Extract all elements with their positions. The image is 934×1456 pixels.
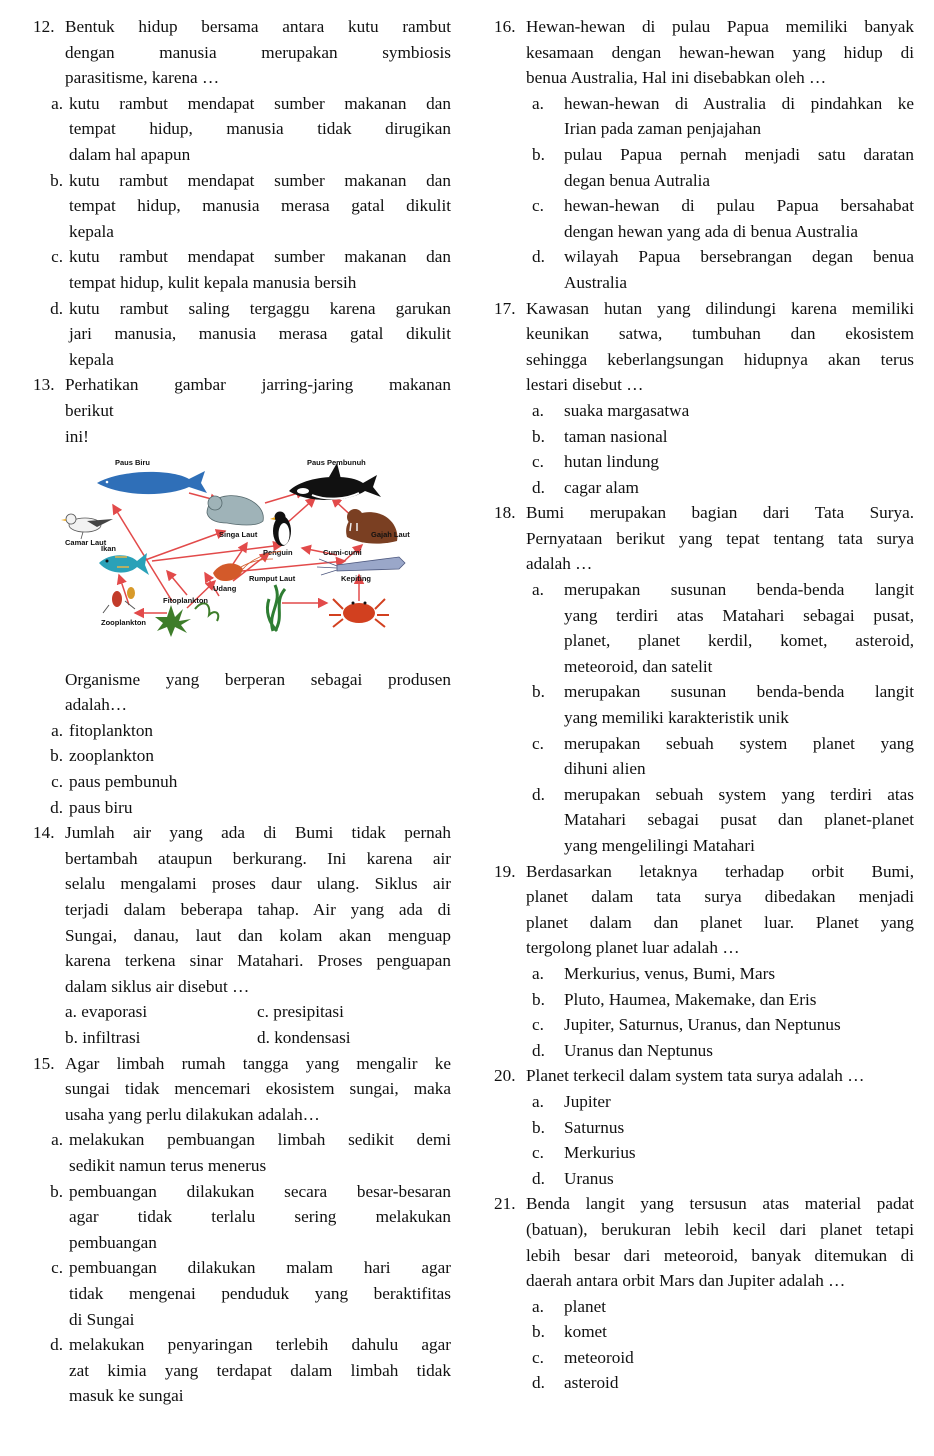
option-text-line: tidak mengenai penduduk yang beraktifitas (69, 1283, 451, 1303)
option-text-line: pembuangan dilakukan malam hari agar (69, 1258, 451, 1278)
option-text-line: merupakan sebuah system yang terdiri atas (564, 784, 914, 804)
option-d[interactable] (33, 1332, 451, 1409)
question-text-line: Hewan-hewan di pulau Papua memiliki banyak (526, 17, 914, 36)
option-letter: b. (532, 1117, 545, 1137)
seaweed-icon (267, 585, 285, 631)
question-15 (33, 1051, 451, 1077)
question-text-line: planet dalam tata surya dibedakan menjadi (526, 887, 914, 907)
option-d[interactable] (33, 296, 451, 373)
question-text-line: Kawasan hutan yang dilindungi karena memiliki (526, 298, 914, 318)
phytoplankton-icon (155, 603, 218, 637)
option-text-line: degan benua Autralia (564, 170, 711, 190)
option-text-line: kutu rambut mendapat sumber makanan dan (69, 93, 451, 113)
option-letter: a. (532, 1091, 544, 1111)
option-letter: a. (532, 580, 544, 600)
option-a[interactable] (33, 1127, 451, 1178)
option-letter: a. (532, 93, 544, 113)
option-text-line: kutu rambut mendapat sumber makanan dan (69, 170, 451, 190)
option-text-line: zat kimia yang terdapat dalam limbah tidak (69, 1360, 451, 1380)
option-text-line: dalam hal apapun (69, 144, 191, 164)
option-letter: c. (532, 1347, 544, 1367)
option-text: komet (564, 1322, 607, 1342)
question-number: 19. (494, 861, 516, 881)
option-text-line: pembuangan (69, 1232, 157, 1252)
question-18 (494, 500, 914, 577)
option-text: paus biru (69, 797, 133, 817)
option-b[interactable] (65, 1025, 257, 1051)
option-text: Saturnus (564, 1117, 625, 1137)
option-text-line: masuk ke sungai (69, 1386, 184, 1406)
option-text-line: kutu rambut mendapat sumber makanan dan (69, 247, 451, 267)
option-letter: b. (532, 144, 545, 164)
option-text-line: di Sungai (69, 1309, 135, 1329)
option-d[interactable] (494, 1370, 914, 1396)
option-d[interactable] (494, 244, 914, 295)
option-letter: a. (532, 1296, 544, 1316)
question-text-line: selalu mengalami proses daur ulang. Siklus air (65, 874, 451, 894)
option-text-line: sedikit namun terus menerus (69, 1155, 267, 1175)
question-text-line: planet dalam dan planet luar. Planet yang (526, 912, 914, 932)
question-text-line: lebih besar dari meteoroid, banyak ditemukan di (526, 1245, 914, 1265)
question-20 (494, 1063, 914, 1089)
question-text-line: Bentuk hidup bersama antara kutu rambut (65, 17, 451, 36)
option-c[interactable] (33, 769, 451, 795)
label-singa-laut: Singa Laut (219, 530, 258, 540)
option-c[interactable] (257, 999, 344, 1025)
question-text-line: lestari disebut … (526, 375, 644, 395)
option-text: Jupiter (564, 1091, 611, 1111)
label-zooplankton: Zooplankton (101, 618, 146, 628)
option-text-line: yang memiliki karakteristik unik (564, 708, 789, 728)
question-14-options-row (33, 999, 451, 1025)
option-text-line: tempat hidup, manusia tidak dirugikan (69, 119, 451, 139)
arrow-ikan-to-camar (167, 571, 187, 595)
question-text-line: adalah … (526, 554, 593, 574)
question-number: 18. (494, 503, 516, 523)
option-a[interactable] (494, 577, 914, 679)
option-text-line: merupakan sebuah system planet yang (564, 733, 914, 753)
option-b[interactable] (33, 168, 451, 245)
option-letter: b. (532, 1322, 545, 1342)
question-text-line: bertambah ataupun berkurang. Ini karena air (65, 848, 451, 868)
option-letter: c. (257, 1002, 269, 1022)
question-text-line: benua Australia, Hal ini disebabkan oleh … (526, 68, 827, 88)
label-paus-biru: Paus Biru (115, 458, 151, 468)
option-c[interactable] (494, 193, 914, 244)
penguin-icon (270, 512, 291, 547)
option-d[interactable] (494, 782, 914, 859)
question-14 (33, 820, 451, 846)
question-text-line: Jumlah air yang ada di Bumi tidak pernah (65, 823, 451, 843)
squid-icon (317, 557, 405, 575)
option-d[interactable] (494, 1038, 914, 1064)
option-letter: b. (65, 1028, 78, 1047)
option-text-line: kepala (69, 349, 114, 369)
label-gajah-laut: Gajah Laut (371, 530, 410, 540)
arrow-ikan-to-singa-laut (137, 531, 225, 563)
label-penguin: Penguin (263, 548, 293, 558)
label-rumput-laut: Rumput Laut (249, 574, 296, 584)
question-text-line: ini! (65, 426, 89, 446)
option-text: Merkurius (564, 1143, 636, 1163)
option-text: taman nasional (564, 426, 668, 446)
option-a[interactable] (494, 961, 914, 987)
option-letter: d. (532, 1168, 545, 1188)
question-text-line: Pernyataan berikut yang tepat tentang tata surya (526, 528, 914, 548)
option-b[interactable] (494, 1319, 914, 1345)
option-text: fitoplankton (69, 720, 154, 740)
question-text-line: dalam siklus air disebut … (65, 976, 250, 996)
option-letter: d. (50, 797, 63, 817)
question-number: 17. (494, 298, 516, 318)
question-number: 21. (494, 1194, 516, 1214)
question-number: 14. (33, 823, 55, 843)
option-letter: b. (50, 1181, 63, 1201)
right-column (494, 14, 914, 1396)
option-text-line: agar tidak terlalu sering melakukan (69, 1207, 451, 1227)
option-letter: d. (50, 1335, 63, 1355)
option-letter: c. (532, 196, 544, 216)
option-text: paus pembunuh (69, 772, 178, 792)
option-a[interactable] (494, 398, 914, 424)
sea-lion-icon (207, 496, 263, 525)
option-letter: d. (532, 1373, 545, 1393)
option-text: cagar alam (564, 477, 639, 497)
question-number: 16. (494, 17, 516, 36)
question-text-line: berikut (65, 400, 114, 420)
question-text-line: sungai tidak mencemari ekosistem sungai, maka (65, 1079, 451, 1099)
option-a[interactable] (494, 91, 914, 142)
option-letter: d. (532, 1040, 545, 1060)
option-c[interactable] (494, 1345, 914, 1371)
option-text: Uranus (564, 1168, 614, 1188)
question-text-line: Berdasarkan letaknya terhadap orbit Bumi, (526, 861, 914, 881)
option-a[interactable] (33, 718, 451, 744)
option-text: planet (564, 1296, 606, 1316)
question-text-line: Planet terkecil dalam system tata surya adalah … (526, 1066, 865, 1086)
option-text: meteoroid (564, 1347, 634, 1367)
option-text-line: kutu rambut saling tergaggu karena garukan (69, 298, 451, 318)
option-c[interactable] (494, 731, 914, 782)
label-udang: Udang (213, 584, 237, 594)
option-b[interactable] (494, 987, 914, 1013)
zooplankton-icon (103, 587, 135, 613)
question-number: 20. (494, 1066, 516, 1086)
question-number: 12. (33, 17, 55, 36)
question-text-line: Bumi merupakan bagian dari Tata Surya. (526, 503, 914, 523)
option-letter: d. (257, 1028, 270, 1047)
option-text-line: yang mengelilingi Matahari (564, 836, 755, 855)
question-text-line: karena terkena sinar Matahari. Proses penguapan (65, 951, 451, 971)
option-letter: c. (532, 452, 544, 472)
question-text-line: daerah antara orbit Mars dan Jupiter adalah … (526, 1271, 846, 1291)
option-b[interactable] (494, 679, 914, 730)
question-13 (33, 372, 451, 449)
question-text-line: adalah… (65, 695, 128, 715)
option-text: zooplankton (69, 746, 154, 766)
option-a[interactable] (33, 91, 451, 168)
blue-whale-icon (97, 471, 207, 494)
option-c[interactable] (494, 1140, 914, 1166)
option-text-line: dihuni alien (564, 759, 646, 779)
option-letter: a. (51, 93, 63, 113)
question-text-line: (batuan), berukuran lebih kecil dari planet tetapi (526, 1219, 914, 1239)
question-number: 15. (33, 1053, 55, 1073)
option-text: suaka margasatwa (564, 400, 690, 420)
option-b[interactable] (33, 1179, 451, 1256)
question-text-line: Organisme yang berperan sebagai produsen (65, 669, 451, 689)
option-d[interactable] (33, 795, 451, 821)
option-text-line: merupakan susunan benda-benda langit (564, 580, 914, 600)
option-text: infiltrasi (82, 1028, 141, 1047)
question-text-line: terjadi dalam beberapa tahap. Air yang ada di (65, 900, 451, 920)
option-text-line: meteoroid, dan satelit (564, 656, 713, 676)
option-a[interactable] (494, 1089, 914, 1115)
option-letter: b. (532, 989, 545, 1009)
question-16 (494, 14, 914, 91)
option-text-line: merupakan susunan benda-benda langit (564, 682, 914, 702)
option-d[interactable] (494, 475, 914, 501)
option-text: evaporasi (81, 1002, 148, 1022)
option-text-line: wilayah Papua bersebrangan degan benua (564, 247, 914, 267)
label-camar-laut: Camar Laut (65, 538, 107, 548)
option-text-line: melakukan penyaringan terlebih dahulu agar (69, 1335, 451, 1355)
option-letter: d. (532, 247, 545, 267)
option-d[interactable] (257, 1025, 351, 1051)
food-web-image (37, 453, 447, 649)
label-ikan: Ikan (101, 544, 117, 554)
orca-icon (289, 463, 381, 500)
option-b[interactable] (494, 142, 914, 193)
option-letter: c. (51, 772, 63, 792)
question-number: 13. (33, 375, 55, 395)
question-13-prompt (33, 667, 451, 718)
option-letter: d. (532, 477, 545, 497)
option-letter: b. (532, 426, 545, 446)
question-17 (494, 296, 914, 398)
label-kepiting: Kepiting (341, 574, 371, 584)
label-cumi-cumi: Cumi-cumi (323, 548, 362, 558)
option-letter: d. (50, 298, 63, 318)
option-c[interactable] (33, 244, 451, 295)
option-letter: d. (532, 784, 545, 804)
option-text-line: Australia (564, 272, 628, 292)
option-letter: b. (532, 682, 545, 702)
option-c[interactable] (494, 1012, 914, 1038)
option-letter: a. (532, 400, 544, 420)
question-14-body (33, 846, 451, 1000)
question-text-line: tergolong planet luar adalah … (526, 938, 740, 958)
crab-icon (329, 599, 389, 627)
label-fitoplankton: Fitoplankton (163, 596, 208, 606)
option-c[interactable] (494, 449, 914, 475)
question-14-options-row (33, 1025, 451, 1051)
option-text-line: hewan-hewan di pulau Papua bersahabat (564, 196, 914, 216)
option-letter: a. (51, 1130, 63, 1150)
option-letter: c. (51, 1258, 63, 1278)
option-a[interactable] (494, 1294, 914, 1320)
question-text-line: Sungai, danau, laut dan kolam akan menguap (65, 925, 451, 945)
option-text-line: yang terdiri atas Matahari sebagai pusat, (564, 605, 914, 625)
option-text: asteroid (564, 1373, 619, 1393)
option-text: hutan lindung (564, 452, 660, 472)
option-letter: c. (532, 733, 544, 753)
option-text-line: tempat hidup, manusia merasa gatal dikulit (69, 196, 451, 216)
option-text-line: kepala (69, 221, 114, 241)
option-text: kondensasi (274, 1028, 351, 1047)
option-text-line: Matahari sebagai pusat dan planet-planet (564, 810, 914, 830)
option-letter: a. (51, 720, 63, 740)
question-text-line: keunikan satwa, tumbuhan dan ekosistem (526, 324, 914, 344)
label-paus-pembunuh: Paus Pembunuh (307, 458, 366, 468)
option-text: Jupiter, Saturnus, Uranus, dan Neptunus (564, 1015, 841, 1035)
left-column (33, 14, 451, 1409)
option-d[interactable] (494, 1166, 914, 1192)
option-text: Merkurius, venus, Bumi, Mars (564, 963, 776, 983)
option-letter: a. (65, 1002, 77, 1022)
option-b[interactable] (494, 1115, 914, 1141)
arrow-penguin-to-paus-pembunuh (287, 498, 315, 523)
question-19 (494, 859, 914, 961)
fish-icon (99, 553, 149, 575)
question-text-line: usaha yang perlu dilakukan adalah… (65, 1104, 320, 1124)
option-b[interactable] (33, 743, 451, 769)
question-text-line: kesamaan dengan hewan-hewan yang hidup di (526, 42, 914, 62)
question-text-line: Benda langit yang tersusun atas material padat (526, 1194, 914, 1214)
option-text-line: hewan-hewan di Australia di pindahkan ke (564, 93, 914, 113)
option-letter: c. (51, 247, 63, 267)
question-21 (494, 1191, 914, 1293)
question-15-body (33, 1076, 451, 1127)
option-text-line: jari manusia, manusia merasa gatal dikulit (69, 324, 451, 344)
option-a[interactable] (65, 999, 257, 1025)
option-text-line: dengan hewan yang ada di benua Australia (564, 221, 858, 241)
option-c[interactable] (33, 1255, 451, 1332)
question-text-line: sehingga keberlangsungan hidupnya akan terus (526, 349, 914, 369)
option-text-line: tempat hidup, kulit kepala manusia bersih (69, 272, 357, 292)
option-letter: c. (532, 1015, 544, 1035)
option-text-line: planet, planet kerdil, komet, asteroid, (564, 631, 914, 651)
option-letter: b. (50, 170, 63, 190)
question-text-line: Agar limbah rumah tangga yang mengalir ke (65, 1053, 451, 1073)
question-text-line: parasitisme, karena … (65, 68, 220, 88)
question-text-line: dengan manusia merupakan symbiosis (65, 42, 451, 62)
question-12 (33, 14, 451, 91)
option-letter: a. (532, 963, 544, 983)
option-text-line: pembuangan dilakukan secara besar-besaran (69, 1181, 451, 1201)
question-text-line: Perhatikan gambar jarring-jaring makanan (65, 375, 451, 395)
option-text-line: pulau Papua pernah menjadi satu daratan (564, 144, 914, 164)
option-letter: b. (50, 746, 63, 766)
option-letter: c. (532, 1143, 544, 1163)
option-text-line: Irian pada zaman penjajahan (564, 119, 762, 139)
option-text: Uranus dan Neptunus (564, 1040, 713, 1060)
option-text: Pluto, Haumea, Makemake, dan Eris (564, 989, 817, 1009)
option-text-line: melakukan pembuangan limbah sedikit demi (69, 1130, 451, 1150)
option-text: presipitasi (273, 1002, 344, 1022)
seagull-icon (61, 514, 113, 539)
option-b[interactable] (494, 424, 914, 450)
